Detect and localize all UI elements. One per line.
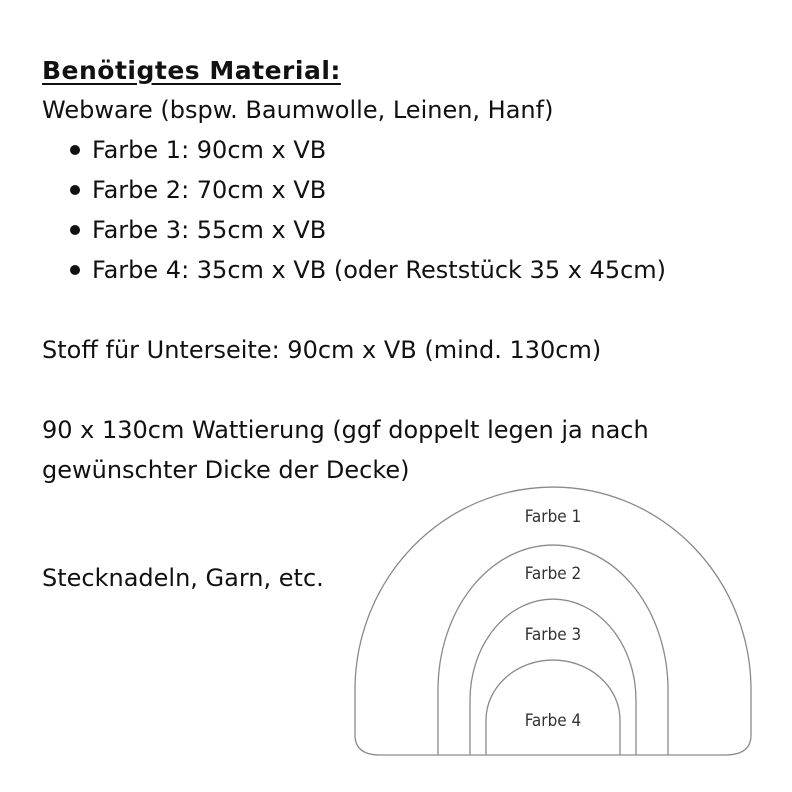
arc-label-1: Farbe 1 (524, 507, 582, 527)
color-item-label: Farbe 1: 90cm x VB (92, 136, 327, 164)
stoff-line: Stoff für Unterseite: 90cm x VB (mind. 130cm) (42, 336, 602, 364)
color-item-label: Farbe 3: 55cm x VB (92, 216, 327, 244)
webware-line: Webware (bspw. Baumwolle, Leinen, Hanf) (42, 96, 554, 124)
color-item-label: Farbe 4: 35cm x VB (oder Reststück 35 x 45cm) (92, 256, 667, 284)
wattierung-line-2: gewünschter Dicke der Decke) (42, 456, 410, 484)
arc-3 (470, 599, 636, 755)
material-heading: Benötigtes Material: (42, 56, 341, 85)
color-item-label: Farbe 2: 70cm x VB (92, 176, 327, 204)
wattierung-line-1: 90 x 130cm Wattierung (ggf doppelt legen ja nach (42, 416, 649, 444)
arc-label-2: Farbe 2 (524, 564, 582, 584)
arc-4 (486, 660, 620, 755)
zubehoer-line: Stecknadeln, Garn, etc. (42, 564, 324, 592)
arc-label-4: Farbe 4 (524, 711, 582, 731)
arc-label-3: Farbe 3 (524, 625, 582, 645)
